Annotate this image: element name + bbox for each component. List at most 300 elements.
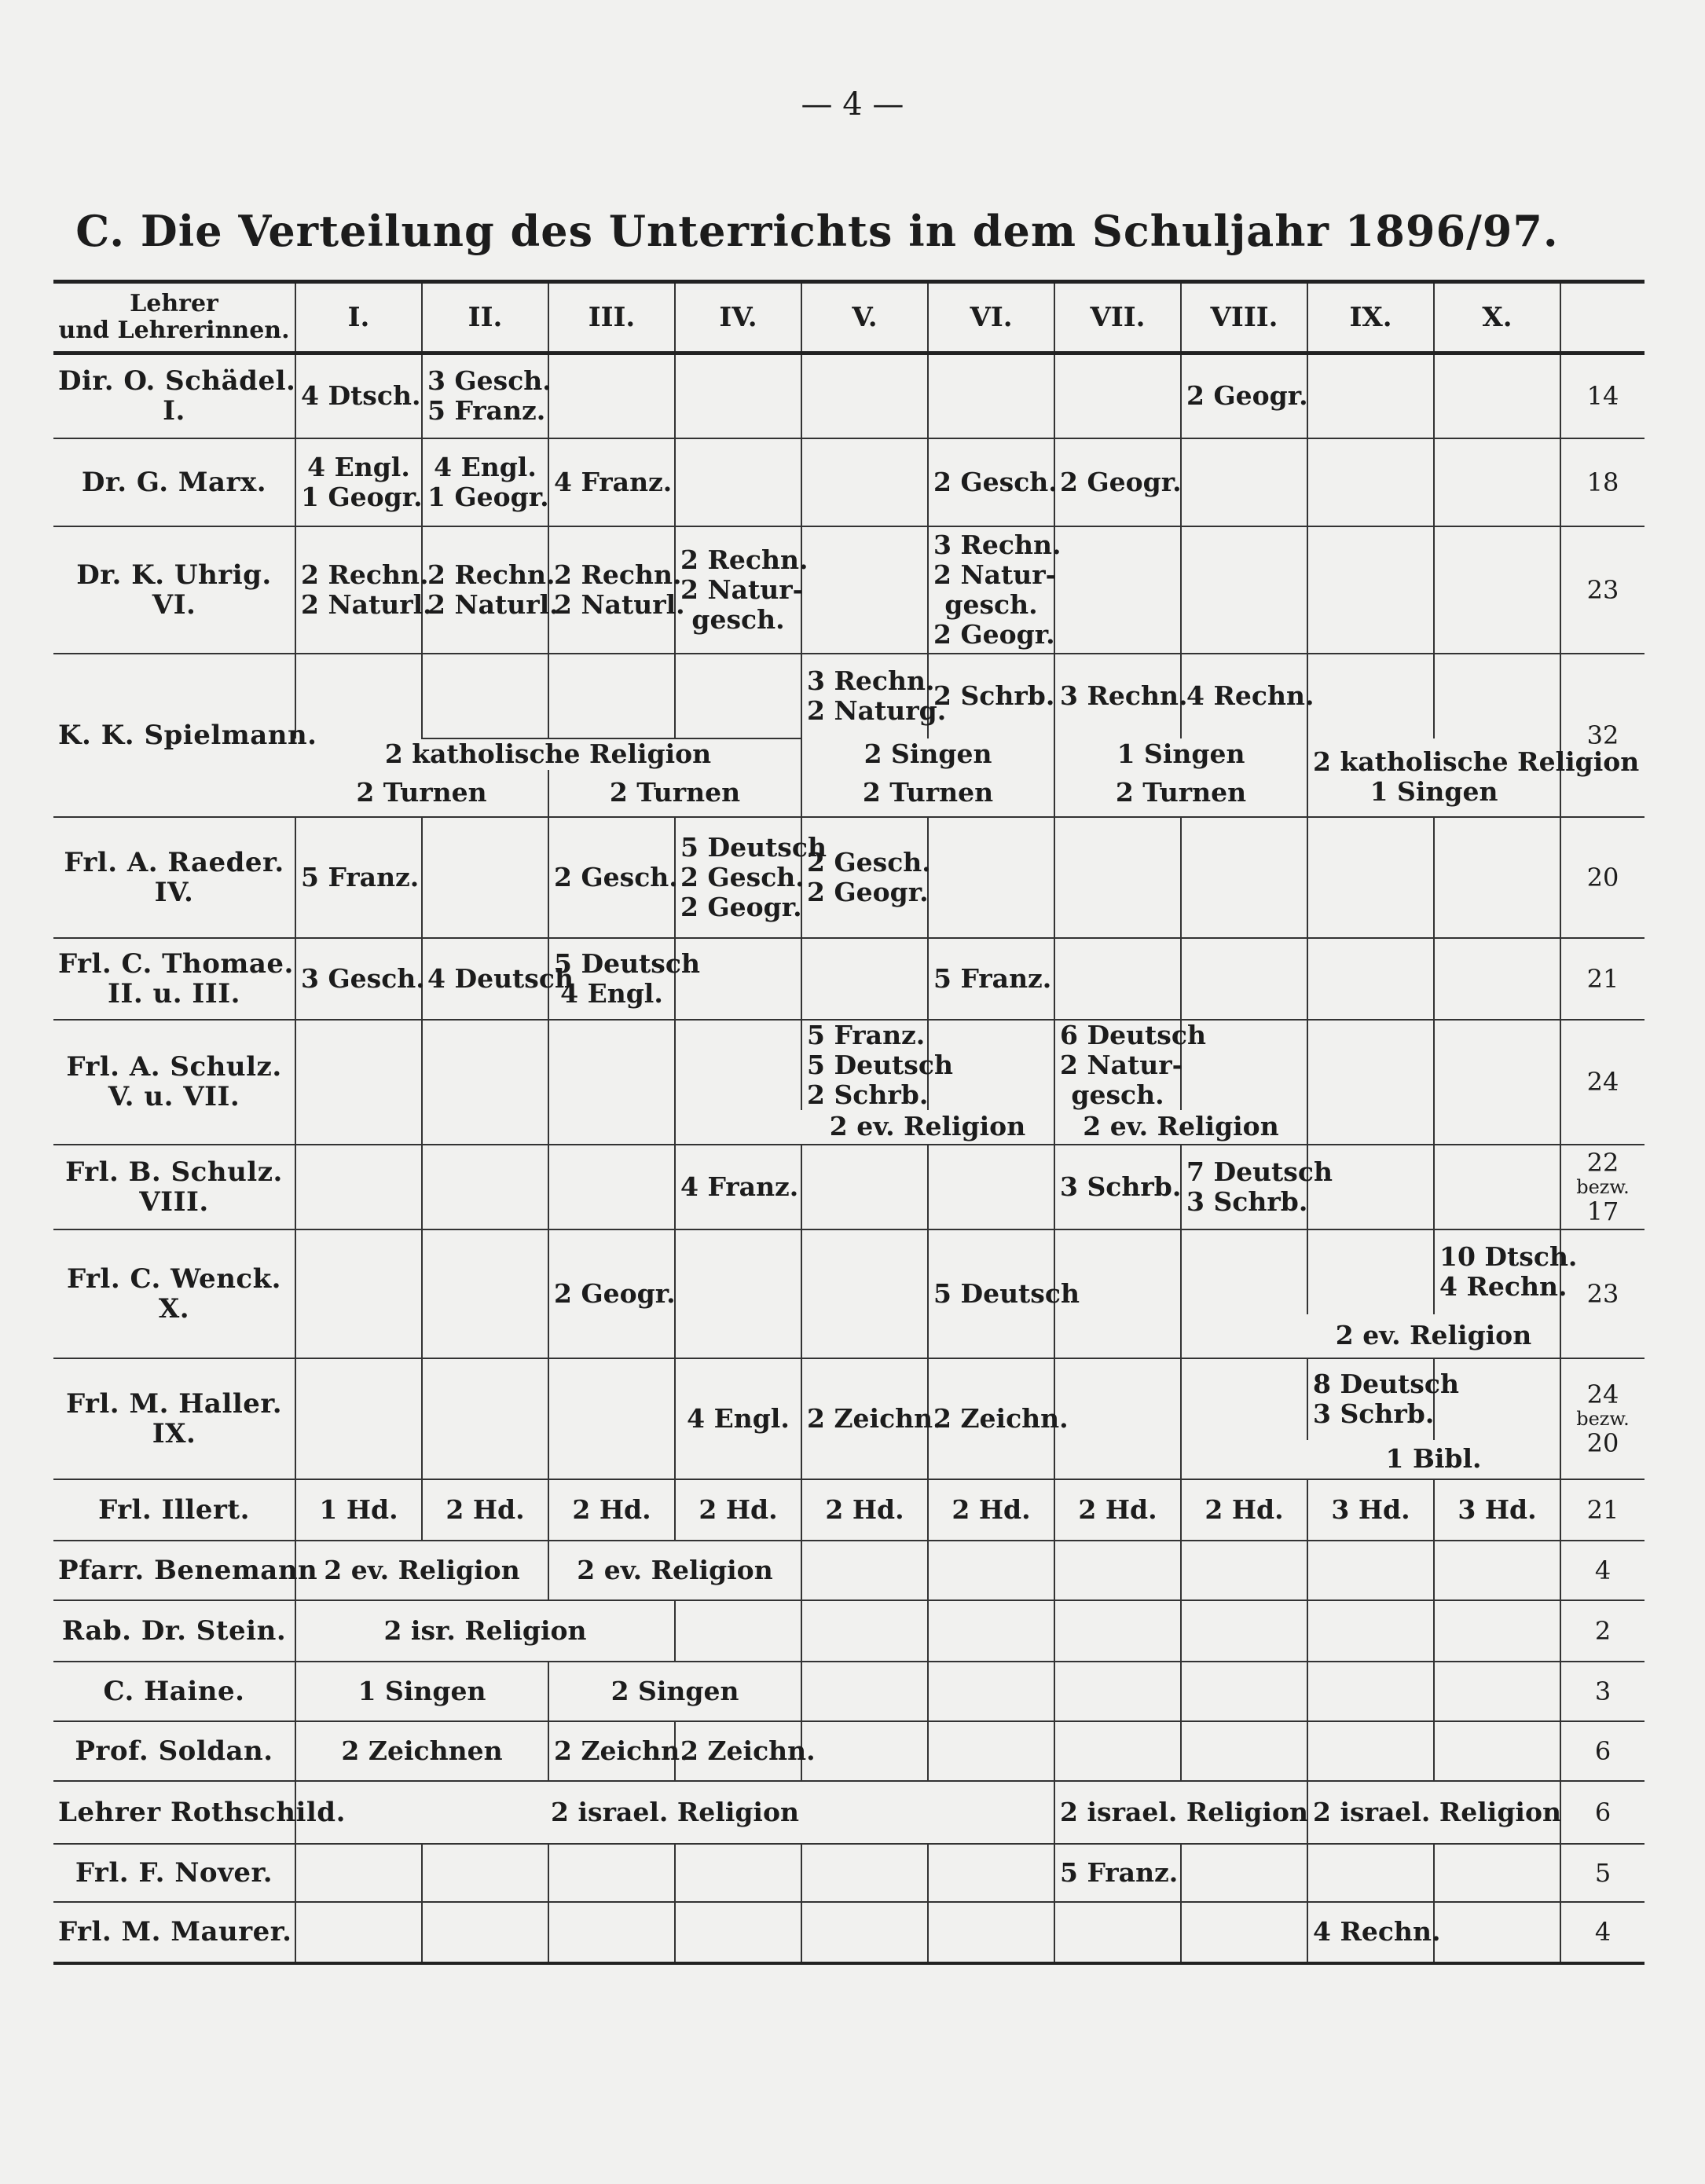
teacher-name-line: Rab. Dr. Stein. <box>61 1614 287 1647</box>
lesson-cell <box>675 817 827 938</box>
total-hours: 32 <box>1560 654 1644 817</box>
lesson-cell: 2 Hd. <box>675 1479 801 1541</box>
lesson-cell <box>1054 1662 1181 1721</box>
lesson-cell <box>801 1541 928 1600</box>
lesson-line: 2 Geogr. <box>1060 466 1182 497</box>
lesson-cell <box>295 1358 422 1479</box>
lesson-cell <box>1181 1902 1307 1963</box>
lesson-cell <box>548 938 700 1020</box>
lesson-line: 2 Schrb. <box>807 1079 929 1110</box>
teacher-name <box>53 526 295 654</box>
lesson-cell <box>1307 1229 1434 1314</box>
lesson-cell <box>1434 1020 1560 1145</box>
lesson-cell <box>1307 1541 1434 1600</box>
lesson-cell <box>422 354 552 438</box>
teacher-name-line: Dir. O. Schädel. <box>58 365 296 398</box>
lesson-cell: 4 Rechn. <box>1307 1902 1434 1963</box>
table-row <box>53 1358 1644 1440</box>
span-cell: 2 Turnen <box>801 770 1054 817</box>
table-row <box>53 438 1644 526</box>
lesson-cell <box>548 654 675 738</box>
header-class: VIII. <box>1181 282 1307 354</box>
teacher-class-line: IX. <box>152 1417 196 1449</box>
span-cell <box>1307 738 1640 817</box>
lesson-cell <box>928 1662 1054 1721</box>
lesson-cell <box>295 438 422 526</box>
lesson-line: 2 Naturg. <box>807 695 947 726</box>
lesson-cell <box>548 1020 675 1145</box>
table-row <box>53 938 1644 1020</box>
span-cell: 2 Turnen <box>1054 770 1307 817</box>
lesson-line: 3 Schrb. <box>1060 1171 1182 1202</box>
lesson-cell <box>1054 354 1181 438</box>
lesson-cell <box>1434 354 1560 438</box>
teacher-name-line: Frl. M. Haller. <box>65 1387 283 1420</box>
lesson-cell <box>1434 1662 1560 1721</box>
lesson-cell <box>675 438 801 526</box>
lesson-cell <box>1434 654 1560 738</box>
header-teacher <box>53 282 295 354</box>
lesson-line: 5 Deutsch <box>554 947 700 979</box>
total-hours: 6 <box>1560 1781 1644 1844</box>
lesson-line: 2 Gesch. <box>554 861 678 892</box>
lesson-cell <box>295 1902 422 1963</box>
lesson-cell <box>1307 654 1434 738</box>
lesson-cell <box>548 817 678 938</box>
lesson-cell <box>548 438 675 526</box>
lesson-cell <box>801 1019 953 1110</box>
lesson-line: 4 Franz. <box>554 466 673 497</box>
teacher-class-line: VIII. <box>139 1185 209 1218</box>
teacher-name <box>53 1020 295 1145</box>
lesson-line: 2 Naturl. <box>427 588 559 620</box>
lesson-line: 7 Deutsch <box>1186 1156 1333 1187</box>
span-cell: 2 israel. Religion <box>1307 1781 1560 1844</box>
lesson-cell <box>422 1145 548 1229</box>
lesson-cell <box>1434 1229 1578 1314</box>
table-row <box>53 1479 1644 1541</box>
lesson-line: 4 Franz. <box>680 1171 799 1202</box>
lesson-cell <box>1181 1229 1307 1358</box>
lesson-cell <box>1054 526 1181 654</box>
table-row <box>53 1541 1644 1600</box>
total-hours: 2 <box>1560 1600 1644 1662</box>
teacher-name-line: Lehrer Rothschild. <box>58 1796 346 1828</box>
total-hours <box>1560 1145 1644 1229</box>
lesson-cell <box>548 1229 675 1358</box>
lesson-cell <box>1181 526 1307 654</box>
total-value: 22 <box>1586 1147 1619 1178</box>
lesson-line: 2 Gesch. <box>807 846 931 878</box>
teacher-class-line: II. u. III. <box>108 977 240 1010</box>
teacher-class-line: I. <box>163 395 185 427</box>
lesson-cell: 2 Hd. <box>928 1479 1054 1541</box>
lesson-cell <box>295 526 432 654</box>
lesson-cell <box>801 526 928 654</box>
lesson-cell <box>295 938 425 1020</box>
total-hours: 4 <box>1560 1902 1644 1963</box>
lesson-cell <box>928 1229 1080 1358</box>
teacher-name <box>53 1781 346 1844</box>
teacher-name <box>53 354 295 438</box>
lesson-cell <box>1307 938 1434 1020</box>
lesson-cell <box>1181 1145 1333 1229</box>
lesson-cell <box>1054 1721 1181 1781</box>
lesson-line: 5 Franz. <box>301 861 420 892</box>
teacher-name-line: Dr. K. Uhrig. <box>76 559 272 591</box>
span-line: 1 Singen <box>1370 776 1498 807</box>
lesson-cell <box>801 1229 928 1358</box>
span-cell: 2 ev. Religion <box>801 1110 1054 1145</box>
header-class: II. <box>422 282 548 354</box>
lesson-line: 2 Rechn. <box>427 559 556 590</box>
lesson-cell <box>1181 1358 1307 1479</box>
lesson-line: 2 Rechn. <box>554 559 682 590</box>
table-row <box>53 354 1644 438</box>
span-cell: 2 isr. Religion <box>295 1600 675 1662</box>
lesson-cell <box>548 1145 675 1229</box>
lesson-cell <box>675 1844 801 1902</box>
lesson-cell <box>548 1844 675 1902</box>
lesson-cell <box>1434 438 1560 526</box>
lesson-line: 2 Rechn. <box>301 559 429 590</box>
lesson-cell <box>1307 526 1434 654</box>
lesson-line: 3 Rechn. <box>1060 680 1188 711</box>
lesson-cell <box>1181 938 1307 1020</box>
lesson-line: 2 Geogr. <box>807 876 929 907</box>
lesson-cell <box>675 1229 801 1358</box>
header-class: IV. <box>675 282 801 354</box>
lesson-cell: 2 Hd. <box>801 1479 928 1541</box>
total-hours: 23 <box>1560 526 1644 654</box>
table-row <box>53 1781 1644 1844</box>
total-hours: 21 <box>1560 1479 1644 1541</box>
lesson-line: 5 Franz. <box>427 395 546 427</box>
lesson-line: 2 Gesch. <box>933 466 1058 497</box>
lesson-line: 2 Zeichn. <box>807 1402 942 1434</box>
teacher-class-line: V. u. VII. <box>108 1081 240 1112</box>
lesson-cell <box>1054 1145 1181 1229</box>
page-number: — 4 — <box>801 86 904 123</box>
table-header-row <box>53 282 1644 354</box>
lesson-line: 3 Gesch. <box>301 962 425 994</box>
lesson-line: 3 Schrb. <box>1186 1185 1308 1217</box>
lesson-cell <box>675 526 808 654</box>
lesson-line: 4 Dtsch. <box>301 380 421 412</box>
lesson-cell <box>801 654 947 738</box>
lesson-cell: 2 Hd. <box>1054 1479 1181 1541</box>
lesson-cell <box>1434 817 1560 938</box>
lesson-cell <box>1307 1844 1434 1902</box>
lesson-cell <box>422 1844 548 1902</box>
total-note: bezw. <box>1576 1175 1630 1198</box>
lesson-cell <box>295 817 422 938</box>
lesson-cell <box>1434 1721 1560 1781</box>
lesson-cell <box>1181 1662 1307 1721</box>
lesson-cell <box>422 938 574 1020</box>
span-cell: 1 Bibl. <box>1307 1440 1560 1479</box>
header-class: VI. <box>928 282 1054 354</box>
lesson-cell: 3 Hd. <box>1434 1479 1560 1541</box>
total-value: 24 <box>1586 1379 1619 1409</box>
lesson-cell <box>928 526 1062 654</box>
lesson-cell <box>928 1600 1054 1662</box>
teacher-name <box>53 938 295 1020</box>
lesson-cell <box>1307 1662 1434 1721</box>
lesson-cell <box>422 526 559 654</box>
lesson-cell: 1 Hd. <box>295 1479 422 1541</box>
teacher-name-line: K. K. Spielmann. <box>58 719 317 751</box>
header-teacher-line: und Lehrerinnen. <box>58 317 290 344</box>
span-cell: 2 Turnen <box>295 770 548 817</box>
lesson-cell <box>1181 654 1314 738</box>
teacher-name-line: Frl. Illert. <box>98 1493 250 1526</box>
lesson-cell <box>1181 1721 1307 1781</box>
lesson-line: 2 Natur- <box>1060 1049 1183 1080</box>
lesson-line: 5 Franz. <box>807 1019 926 1050</box>
span-cell: 2 katholische Religion <box>384 738 712 769</box>
lesson-cell <box>801 1600 928 1662</box>
teacher-name-line: Frl. F. Nover. <box>75 1856 273 1889</box>
lesson-cell <box>1434 526 1560 654</box>
lesson-cell <box>548 354 675 438</box>
header-teacher-line: Lehrer <box>130 290 218 317</box>
table-row <box>53 1844 1644 1902</box>
lesson-cell <box>548 1358 675 1479</box>
span-cell: 2 Turnen <box>548 770 801 817</box>
lesson-cell <box>801 354 928 438</box>
lesson-cell <box>422 1358 548 1479</box>
total-hours: 4 <box>1560 1541 1644 1600</box>
table-row <box>53 1721 1644 1781</box>
lesson-line: 3 Rechn. <box>807 665 935 696</box>
lesson-cell <box>675 1902 801 1963</box>
lesson-cell <box>801 1902 928 1963</box>
lesson-line: 6 Deutsch <box>1060 1019 1206 1050</box>
lesson-line: 2 Rechn. <box>680 544 808 575</box>
lesson-line: 2 Schrb. <box>933 680 1055 711</box>
lesson-cell <box>928 1541 1054 1600</box>
teacher-name-line: Frl. A. Schulz. <box>66 1051 282 1083</box>
teacher-class-line: IV. <box>154 876 194 908</box>
lesson-cell <box>295 1229 422 1358</box>
lesson-cell <box>801 1844 928 1902</box>
table-row <box>53 1229 1644 1314</box>
lesson-cell <box>1434 938 1560 1020</box>
lesson-cell <box>1054 438 1181 526</box>
lesson-line: 4 Engl. <box>560 977 663 1009</box>
lesson-cell: 3 Hd. <box>1307 1479 1434 1541</box>
header-class: X. <box>1434 282 1560 354</box>
lesson-cell <box>801 1662 928 1721</box>
lesson-cell <box>1307 1600 1434 1662</box>
table-row <box>53 1020 1644 1110</box>
teacher-name <box>53 1145 295 1229</box>
teacher-name <box>53 654 317 817</box>
lesson-cell <box>422 1020 548 1145</box>
teacher-name <box>53 1662 295 1721</box>
lesson-cell <box>1434 1541 1560 1600</box>
teacher-name <box>53 1844 295 1902</box>
header-total <box>1560 282 1644 354</box>
span-cell: 2 ev. Religion <box>1307 1314 1560 1358</box>
lesson-cell <box>1307 1020 1434 1145</box>
lesson-cell <box>1434 1600 1560 1662</box>
lesson-cell <box>422 817 548 938</box>
lesson-cell <box>1054 1902 1181 1963</box>
lesson-cell <box>1181 1844 1307 1902</box>
teacher-name <box>53 1479 295 1541</box>
teacher-name <box>53 1541 318 1600</box>
lesson-line: gesch. <box>1071 1079 1164 1110</box>
teacher-name <box>53 1902 295 1963</box>
lesson-cell <box>1181 1541 1307 1600</box>
lesson-cell <box>675 1600 801 1662</box>
lesson-line: 4 Engl. <box>434 451 537 482</box>
lesson-cell <box>548 1902 675 1963</box>
lesson-cell <box>295 1020 422 1145</box>
lesson-cell <box>801 1721 928 1781</box>
table-row <box>53 1902 1644 1963</box>
lesson-cell <box>801 1358 942 1479</box>
lesson-cell <box>548 526 685 654</box>
table-row <box>53 1662 1644 1721</box>
total-hours: 20 <box>1560 817 1644 938</box>
lesson-line: 3 Gesch. <box>427 365 552 397</box>
total-hours: 18 <box>1560 438 1644 526</box>
lesson-cell <box>422 438 548 526</box>
lesson-cell <box>1054 1541 1181 1600</box>
teacher-name-line: Dr. G. Marx. <box>81 466 267 498</box>
teacher-name <box>53 1229 295 1358</box>
lesson-line: 5 Deutsch <box>680 831 827 863</box>
lesson-line: 2 Natur- <box>933 559 1057 590</box>
header-class: VII. <box>1054 282 1181 354</box>
lesson-cell <box>1307 1358 1459 1440</box>
span-cell: 2 Singen <box>548 1662 801 1721</box>
lesson-cell: 2 Zeichn. <box>675 1721 801 1781</box>
lesson-cell <box>1054 654 1188 738</box>
lesson-cell <box>675 654 801 738</box>
table-row <box>53 817 1644 938</box>
total-alt-value: 17 <box>1586 1196 1619 1226</box>
lesson-line: 2 Natur- <box>680 573 804 605</box>
lesson-cell <box>675 1358 801 1479</box>
lesson-line: 2 Geogr. <box>680 891 802 922</box>
lesson-cell <box>295 1145 422 1229</box>
total-hours: 5 <box>1560 1844 1644 1902</box>
lesson-line: 1 Geogr. <box>301 481 423 512</box>
lesson-line: 2 Geogr. <box>933 618 1055 650</box>
lesson-cell <box>422 1902 548 1963</box>
table-row <box>53 1145 1644 1229</box>
lesson-cell <box>928 938 1054 1020</box>
lesson-line: 2 Gesch. <box>680 861 805 892</box>
total-note: bezw. <box>1576 1407 1630 1430</box>
header-class: V. <box>801 282 928 354</box>
header-class: I. <box>295 282 422 354</box>
teacher-name-line: Frl. C. Thomae. <box>58 947 294 980</box>
teacher-name-line: Frl. C. Wenck. <box>66 1262 282 1295</box>
lesson-cell <box>295 1844 422 1902</box>
lesson-line: 3 Schrb. <box>1313 1398 1435 1429</box>
teacher-name-line: Frl. A. Raeder. <box>64 846 284 878</box>
lesson-cell <box>1307 817 1434 938</box>
lesson-cell: 2 Hd. <box>548 1479 675 1541</box>
span-line: 2 katholische Religion <box>1313 746 1640 777</box>
lesson-cell <box>1054 1019 1206 1110</box>
teacher-name-line: Frl. M. Maurer. <box>58 1916 292 1948</box>
lesson-line: 5 Deutsch <box>933 1277 1080 1309</box>
lesson-line: 4 Engl. <box>307 451 410 482</box>
lesson-cell <box>1434 1902 1560 1963</box>
table-row <box>53 1600 1644 1662</box>
teacher-name-line: C. Haine. <box>103 1675 245 1707</box>
lesson-cell <box>675 1020 801 1145</box>
teaching-distribution-table <box>53 280 1644 1965</box>
lesson-line: 2 Geogr. <box>554 1277 676 1309</box>
span-cell: 2 israel. Religion <box>295 1781 1054 1844</box>
lesson-line: 5 Deutsch <box>807 1049 953 1080</box>
lesson-cell <box>422 654 548 738</box>
lesson-line: gesch. <box>944 588 1038 620</box>
lesson-cell: 5 Franz. <box>1054 1844 1181 1902</box>
span-cell: 2 ev. Religion <box>1054 1110 1307 1145</box>
span-cell: 1 Singen <box>295 1662 548 1721</box>
lesson-cell <box>675 354 801 438</box>
lesson-line: 4 Deutsch <box>427 962 574 994</box>
lesson-cell <box>928 817 1054 938</box>
span-cell: 2 israel. Religion <box>1054 1781 1307 1844</box>
teacher-name-line: Pfarr. Benemann <box>58 1554 318 1586</box>
lesson-cell <box>928 1844 1054 1902</box>
lesson-line: 2 Naturl. <box>301 588 432 620</box>
lesson-line: 2 Geogr. <box>1186 380 1308 412</box>
lesson-cell <box>1181 354 1307 438</box>
lesson-cell <box>1434 1844 1560 1902</box>
lesson-cell <box>801 438 928 526</box>
total-hours: 23 <box>1560 1229 1644 1358</box>
lesson-cell <box>928 1721 1054 1781</box>
total-hours: 6 <box>1560 1721 1644 1781</box>
total-hours: 14 <box>1560 354 1644 438</box>
teacher-name <box>53 817 295 938</box>
total-hours <box>1560 1358 1644 1479</box>
table-row <box>53 654 1644 738</box>
lesson-line: 10 Dtsch. <box>1439 1241 1578 1272</box>
span-cell: 2 ev. Religion <box>295 1541 548 1600</box>
lesson-line: 4 Rechn. <box>1186 680 1314 711</box>
lesson-line: 5 Franz. <box>933 962 1052 994</box>
lesson-line: 1 Geogr. <box>427 481 549 512</box>
total-hours: 3 <box>1560 1662 1644 1721</box>
lesson-cell <box>928 354 1054 438</box>
span-cell: 2 Singen <box>801 738 1054 770</box>
lesson-cell <box>1181 817 1307 938</box>
lesson-cell <box>675 1145 801 1229</box>
lesson-cell: 2 Hd. <box>1181 1479 1307 1541</box>
span-cell: 1 Singen <box>1054 738 1307 770</box>
teacher-name <box>53 1600 295 1662</box>
teacher-name-line: Frl. B. Schulz. <box>65 1156 283 1188</box>
total-hours: 21 <box>1560 938 1644 1020</box>
lesson-line: 2 Naturl. <box>554 588 685 620</box>
lesson-line: 2 Zeichn. <box>933 1402 1069 1434</box>
lesson-cell <box>1434 1145 1560 1229</box>
span-cell: 2 Zeichnen <box>295 1721 548 1781</box>
lesson-cell <box>928 438 1058 526</box>
lesson-line: 4 Engl. <box>687 1402 790 1434</box>
